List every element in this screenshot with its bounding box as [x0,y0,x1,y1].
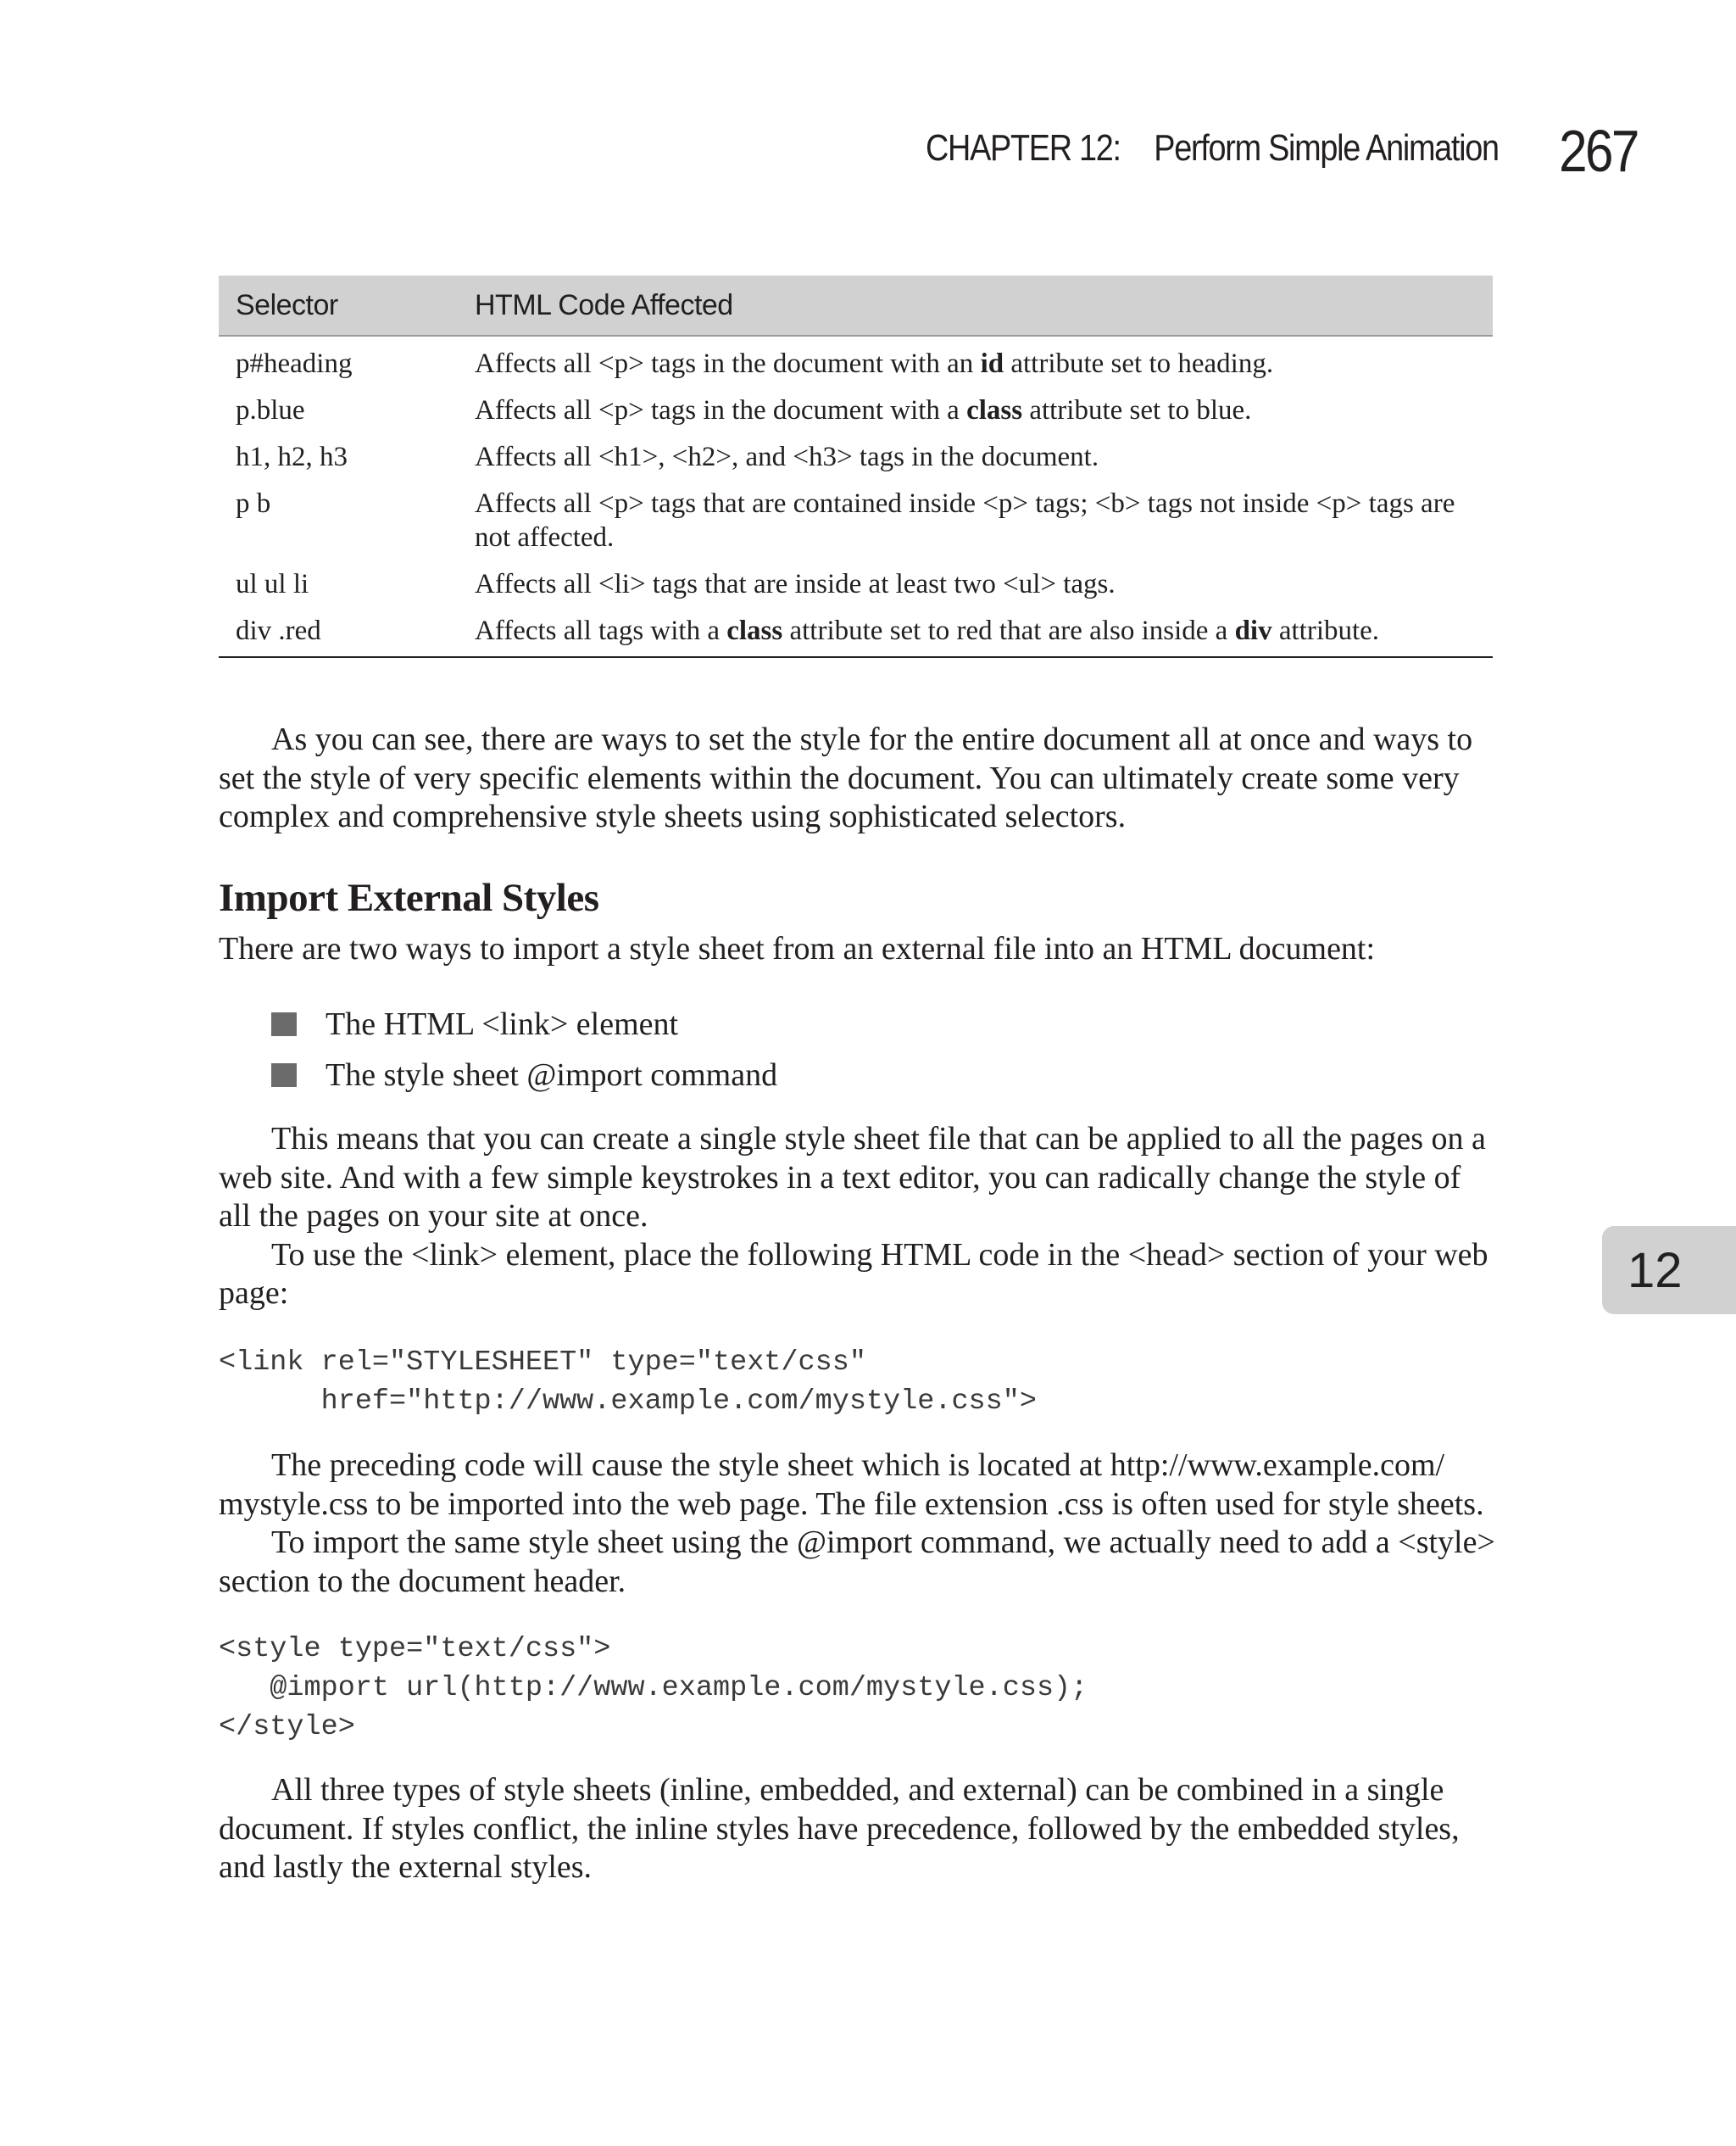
section-heading: Import External Styles [219,876,599,920]
description-cell: Affects all <h1>, <h2>, and <h3> tags in the document. [475,442,1099,472]
selector-cell: div .red [236,616,321,646]
selector-cell: p#heading [236,348,353,379]
selector-table-body [219,336,1493,657]
list-item [271,1050,777,1101]
combined-styles-paragraph: All three types of style sheets (inline, embedded, and external) can be combined in a single document. If styles conflict, the inline styles have precedence, followed by the embedded styles, and lastly the external styles. [219,1772,1460,1885]
section-lead-block [219,930,1495,969]
link-code-block: <link rel="STYLESHEET" type="text/css" href="http://www.example.com/mystyle.css"> [219,1346,1037,1418]
table-row [219,336,1493,387]
description-cell: Affects all <p> tags in the document with an id attribute set to heading. [475,348,1274,379]
intro-paragraph: As you can see, there are ways to set the style for the entire document all at once and ways to set the style of very specific elements within the document. You can ultimately create some very complex and comprehensive style sheets using sophisticated selectors. [219,722,1473,834]
import-explanation-block [219,1446,1495,1601]
import-methods-list [271,999,777,1101]
selector-cell: p.blue [236,395,305,426]
bullet-square-icon [271,1012,297,1036]
link-explanation-block [219,1120,1495,1313]
chapter-title: Perform Simple Animation [1154,127,1499,169]
style-code-block: <style type="text/css"> @import url(http://www.example.com/mystyle.css); </style> [219,1633,1088,1743]
selector-cell: ul ul li [236,569,309,599]
link-intro-paragraph: To use the <link> element, place the following HTML code in the <head> section of your web page: [219,1236,1488,1311]
combined-styles-block [219,1771,1495,1887]
table-row [219,434,1493,481]
list-item [271,999,777,1050]
header-html-code-affected: HTML Code Affected [456,276,1493,336]
preceding-code-paragraph: The preceding code will cause the style sheet which is located at http://www.example.com/ mystyle.css to be imported into the web page. The file extension .css is often used for style sheets. [219,1447,1484,1522]
bullet-square-icon [271,1063,297,1087]
table-row [219,608,1493,657]
list-item-text: The HTML <link> element [326,1006,679,1042]
description-cell: Affects all <p> tags in the document with a class attribute set to blue. [475,395,1252,426]
table-row [219,481,1493,561]
chapter-thumb-tab: 12 [1602,1226,1736,1314]
table-row [219,387,1493,434]
selector-cell: p b [236,488,271,519]
header-selector: Selector [219,276,456,336]
table-header-row [219,276,1493,336]
selector-table [219,276,1493,658]
import-intro-paragraph: To import the same style sheet using the @import command, we actually need to add a <style> section to the document header. [219,1524,1495,1599]
list-item-text: The style sheet @import command [326,1057,778,1093]
table-row [219,561,1493,608]
section-lead: There are two ways to import a style sheet from an external file into an HTML document: [219,931,1376,967]
chapter-label: CHAPTER 12: [926,127,1121,169]
intro-block [219,721,1495,837]
single-sheet-paragraph: This means that you can create a single style sheet file that can be applied to all the pages on a web site. And with a few simple keystrokes in a text editor, you can radically change the style of all the pages on your site at once. [219,1121,1486,1234]
selector-cell: h1, h2, h3 [236,442,348,472]
description-cell: Affects all <p> tags that are contained inside <p> tags; <b> tags not inside <p> tags are not affected. [475,488,1455,553]
description-cell: Affects all <li> tags that are inside at least two <ul> tags. [475,569,1116,599]
page-number: 267 [1559,118,1638,184]
running-head [926,127,1499,170]
description-cell: Affects all tags with a class attribute set to red that are also inside a div attribute. [475,616,1380,646]
